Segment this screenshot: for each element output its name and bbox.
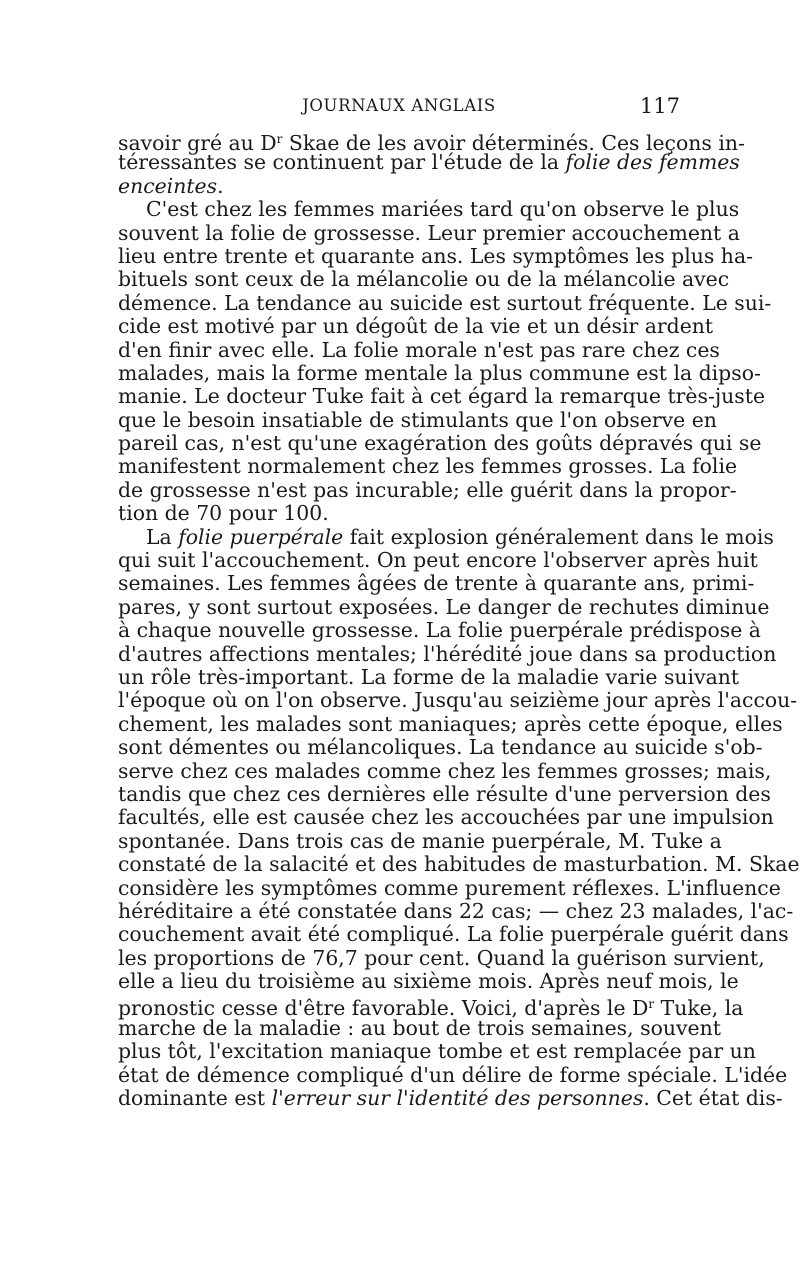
- text-line: pareil cas, n'est qu'une exagération des goûts dépravés qui se: [118, 431, 762, 456]
- text-line: savoir gré au $D^r$ Skae de les avoir déterminés. Ces leçons in-: [118, 131, 745, 155]
- text-line: plus tôt, l'excitation maniaque tombe et est remplacée par un: [118, 1039, 756, 1064]
- text-line: qui suit l'accouchement. On peut encore l'observer après huit: [118, 548, 758, 573]
- text-line: de grossesse n'est pas incurable; elle guérit dans la propor-: [118, 477, 737, 502]
- text-line: serve chez ces malades comme chez les femmes grosses; mais,: [118, 758, 772, 783]
- body-text: [118, 128, 800, 1111]
- text-line: un rôle très-important. La forme de la maladie varie suivant: [118, 664, 740, 689]
- text-line: couchement avait été compliqué. La folie puerpérale guérit dans: [118, 922, 789, 947]
- text-line: La folie puerpérale fait explosion généralement dans le mois: [146, 524, 774, 549]
- text-line: que le besoin insatiable de stimulants que l'on observe en: [118, 407, 717, 432]
- text-line: spontanée. Dans trois cas de manie puerpérale, M. Tuke a: [118, 828, 722, 853]
- text-line: d'en finir avec elle. La folie morale n'est pas rare chez ces: [118, 337, 720, 362]
- text-line: les proportions de 76,7 pour cent. Quand la guérison survient,: [118, 945, 765, 970]
- text-line: d'autres affections mentales; l'hérédité joue dans sa production: [118, 641, 777, 666]
- text-line: souvent la folie de grossesse. Leur premier accouchement a: [118, 220, 740, 245]
- text-line: pares, y sont surtout exposées. Le danger de rechutes diminue: [118, 594, 770, 619]
- page-number: 117: [639, 94, 680, 118]
- text-line: démence. La tendance au suicide est surtout fréquente. Le sui-: [118, 290, 772, 315]
- text-line: à chaque nouvelle grossesse. La folie puerpérale prédispose à: [118, 618, 761, 643]
- text-line: pronostic cesse d'être favorable. Voici, d'après le $D^r$ Tuke, la: [118, 996, 744, 1021]
- text-line: manie. Le docteur Tuke fait à cet égard la remarque très-juste: [118, 384, 766, 409]
- text-line: enceintes.: [118, 173, 224, 198]
- running-title: JOURNAUX ANGLAIS: [302, 96, 496, 115]
- text-line: elle a lieu du troisième au sixième mois. Après neuf mois, le: [118, 969, 739, 994]
- text-line: semaines. Les femmes âgées de trente à quarante ans, primi-: [118, 571, 755, 596]
- text-line: constaté de la salacité et des habitudes de masturbation. M. Skae: [118, 852, 800, 877]
- text-line: héréditaire a été constatée dans 22 cas; — chez 23 malades, l'ac-: [118, 898, 794, 923]
- text-line: manifestent normalement chez les femmes grosses. La folie: [118, 454, 738, 479]
- text-line: considère les symptômes comme purement réflexes. L'influence: [118, 875, 781, 900]
- text-line: C'est chez les femmes mariées tard qu'on observe le plus: [146, 197, 740, 222]
- text-line: bituels sont ceux de la mélancolie ou de la mélancolie avec: [118, 267, 730, 292]
- text-line: l'époque où on l'on observe. Jusqu'au seizième jour après l'accou-: [118, 688, 798, 713]
- text-line: tandis que chez ces dernières elle résulte d'une perversion des: [118, 781, 771, 806]
- text-line: facultés, elle est causée chez les accouchées par une impulsion: [118, 805, 774, 830]
- text-line: cide est motivé par un dégoût de la vie et un désir ardent: [118, 314, 714, 339]
- text-line: chement, les malades sont maniaques; après cette époque, elles: [118, 711, 783, 736]
- text-line: malades, mais la forme mentale la plus commune est la dipso-: [118, 360, 761, 385]
- text-line: dominante est l'erreur sur l'identité des personnes. Cet état dis-: [118, 1086, 783, 1111]
- text-line: téressantes se continuent par l'étude de la folie des femmes: [118, 150, 740, 175]
- text-line: marche de la maladie : au bout de trois semaines, souvent: [118, 1015, 721, 1040]
- text-line: tion de 70 pour 100.: [118, 501, 329, 526]
- text-line: sont démentes ou mélancoliques. La tendance au suicide s'ob-: [118, 735, 763, 760]
- page-header: [118, 94, 680, 122]
- text-line: lieu entre trente et quarante ans. Les symptômes les plus ha-: [118, 243, 753, 268]
- text-line: état de démence compliqué d'un délire de forme spéciale. L'idée: [118, 1062, 788, 1087]
